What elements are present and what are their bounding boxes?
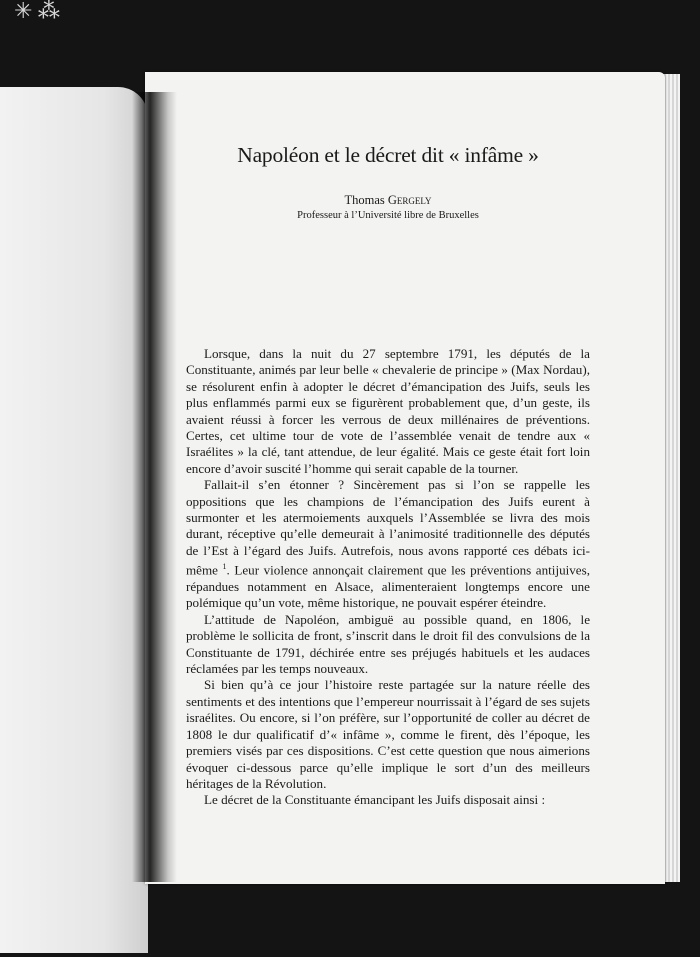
paragraph-text: Fallait-il s’en étonner ? Sincèrement pas si l’on se rappelle les oppositions que les champions de l’émancipation des Juifs eurent à surmonter et les atermoiements auxquels l’Assemblée se livra des mois durant, réceptive qu’elle demeurait à l’animosité traditionnelle des députés de l’Est à l’égard des Juifs. Autrefois, nous avons rapporté ces débats ici-même bbox=[186, 477, 590, 578]
footnote-ref: 1 bbox=[222, 562, 227, 572]
author-last-name: Gergely bbox=[387, 193, 432, 207]
left-page bbox=[0, 87, 148, 953]
scan-corner-mark: ✳ ⁂ bbox=[14, 0, 60, 23]
paragraph-text: . Leur violence annonçait clairement que les préventions antijuives, répandues notamment en Alsace, alimenteraient longtemps encore une polémique qu’un vote, même historique, ne pouvait espérer éteindre. bbox=[186, 562, 590, 611]
paragraph bbox=[186, 477, 590, 612]
paragraph: Le décret de la Constituante émancipant les Juifs disposait ainsi : bbox=[204, 792, 546, 808]
paragraph: Lorsque, dans la nuit du 27 septembre 1791, les députés de la Constituante, animés par leur belle « chevalerie de principe » (Max Nordau), se résolurent enfin à adopter le décret d’émancipation des Juifs, seuls les plus enflammés parmi eux se figurèrent probablement que, d’un geste, ils avaient réussi à forcer les verrous de deux millénaires de préventions. Certes, cet ultime tour de vote de l’assemblée venait de tendre aux « Israélites » la clé, tant attendue, de leur égalité. Mais ce geste était fort loin encore d’avoir suscité l’homme qui serait capable de la tourner. bbox=[186, 346, 590, 476]
article-body bbox=[186, 346, 590, 809]
author-affiliation: Professeur à l’Université libre de Bruxelles bbox=[297, 210, 479, 221]
paragraph: Si bien qu’à ce jour l’histoire reste partagée sur la nature réelle des sentiments et des intentions que l’empereur nourrissait à l’égard de ses sujets israélites. Ou encore, si l’on préfère, sur l’opportunité de coller au décret de 1808 le dur qualificatif d’« infâme », comme le firent, dès l’époque, les premiers visés par ces dispositions. C’est cette question que nous aimerions évoquer ci-dessous parce qu’elle implique le sort d’un des meilleurs héritages de la Révolution. bbox=[186, 677, 590, 791]
book-gutter-shadow bbox=[132, 92, 177, 882]
author-first-name: Thomas bbox=[344, 193, 385, 207]
article-title: Napoléon et le décret dit « infâme » bbox=[237, 143, 539, 167]
article-author bbox=[186, 193, 590, 208]
paragraph: L’attitude de Napoléon, ambiguë au possible quand, en 1806, le problème le sollicita de front, s’inscrit dans le droit fil des convulsions de la Constituante de 1791, déchirée entre ses préjugés habituels et les audaces réclamées par les temps nouveaux. bbox=[186, 611, 590, 677]
